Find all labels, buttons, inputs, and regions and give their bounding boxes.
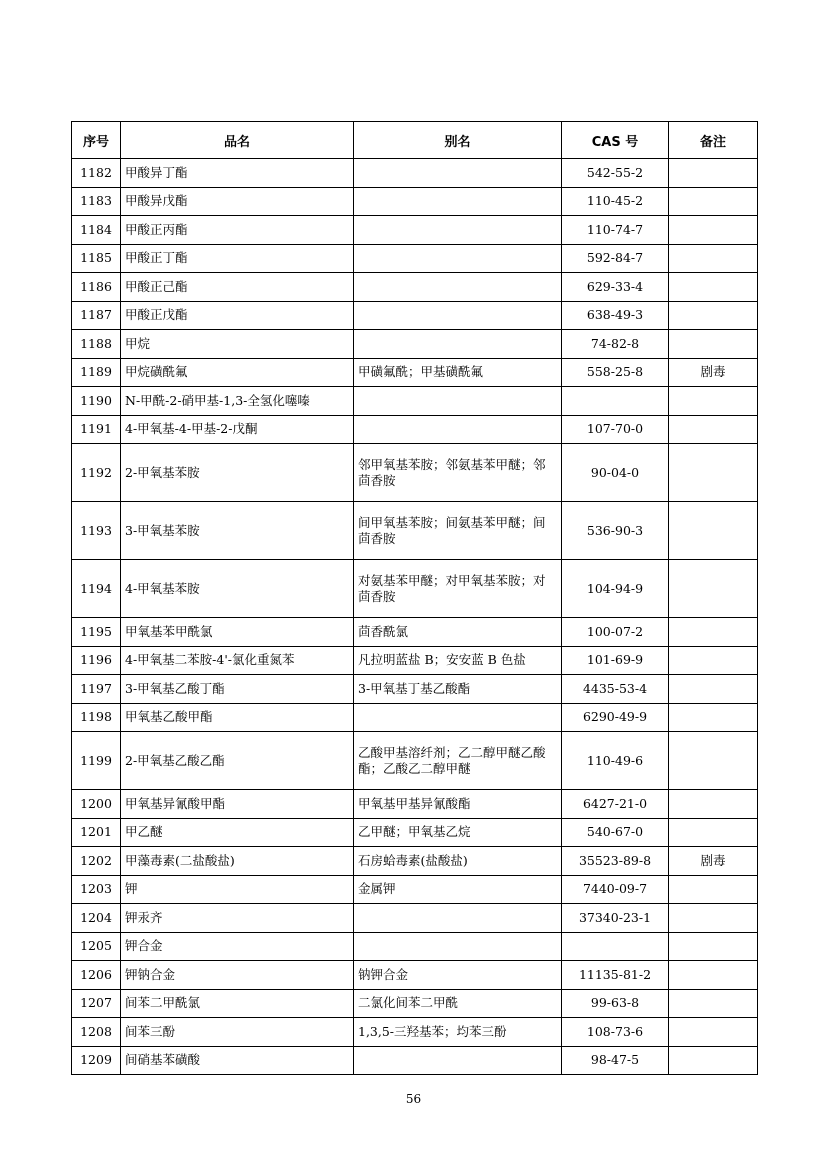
cell-note xyxy=(669,818,758,847)
cell-alias xyxy=(354,932,562,961)
cell-cas: 11135-81-2 xyxy=(562,961,669,990)
cell-alias xyxy=(354,703,562,732)
cell-name: 甲氧基苯甲酰氯 xyxy=(121,618,354,647)
cell-cas: 35523-89-8 xyxy=(562,847,669,876)
cell-name: 4-甲氧基-4-甲基-2-戊酮 xyxy=(121,415,354,444)
table-row xyxy=(72,961,758,990)
cell-alias: 凡拉明蓝盐 B；安安蓝 B 色盐 xyxy=(354,646,562,675)
cell-cas: 7440-09-7 xyxy=(562,875,669,904)
cell-no: 1187 xyxy=(72,301,121,330)
cell-cas: 107-70-0 xyxy=(562,415,669,444)
table-row xyxy=(72,273,758,302)
table-row xyxy=(72,415,758,444)
cell-note xyxy=(669,1018,758,1047)
cell-alias xyxy=(354,1046,562,1075)
table-row xyxy=(72,502,758,560)
cell-no: 1198 xyxy=(72,703,121,732)
cell-cas: 74-82-8 xyxy=(562,330,669,359)
cell-name: 4-甲氧基苯胺 xyxy=(121,560,354,618)
table-row xyxy=(72,932,758,961)
table-row xyxy=(72,703,758,732)
cell-alias: 钠钾合金 xyxy=(354,961,562,990)
cell-alias: 金属钾 xyxy=(354,875,562,904)
cell-no: 1194 xyxy=(72,560,121,618)
cell-alias xyxy=(354,159,562,188)
cell-name: 3-甲氧基乙酸丁酯 xyxy=(121,675,354,704)
table-row xyxy=(72,358,758,387)
table-row xyxy=(72,989,758,1018)
cell-cas: 100-07-2 xyxy=(562,618,669,647)
chemical-table xyxy=(71,121,758,1075)
cell-name: 甲氧基乙酸甲酯 xyxy=(121,703,354,732)
cell-note xyxy=(669,502,758,560)
cell-note xyxy=(669,989,758,1018)
cell-no: 1197 xyxy=(72,675,121,704)
cell-no: 1208 xyxy=(72,1018,121,1047)
cell-alias xyxy=(354,415,562,444)
cell-no: 1192 xyxy=(72,444,121,502)
cell-cas: 592-84-7 xyxy=(562,244,669,273)
cell-note xyxy=(669,1046,758,1075)
cell-alias xyxy=(354,187,562,216)
table-row xyxy=(72,187,758,216)
cell-no: 1202 xyxy=(72,847,121,876)
cell-alias: 甲氧基甲基异氰酸酯 xyxy=(354,790,562,819)
cell-note xyxy=(669,675,758,704)
cell-alias xyxy=(354,273,562,302)
cell-no: 1203 xyxy=(72,875,121,904)
cell-cas: 540-67-0 xyxy=(562,818,669,847)
cell-alias: 二氯化间苯二甲酰 xyxy=(354,989,562,1018)
cell-no: 1196 xyxy=(72,646,121,675)
table-row xyxy=(72,904,758,933)
cell-cas: 37340-23-1 xyxy=(562,904,669,933)
cell-note xyxy=(669,187,758,216)
cell-no: 1207 xyxy=(72,989,121,1018)
table-row xyxy=(72,560,758,618)
cell-no: 1193 xyxy=(72,502,121,560)
cell-alias: 3-甲氧基丁基乙酸酯 xyxy=(354,675,562,704)
table-row xyxy=(72,675,758,704)
table-header-row xyxy=(72,122,758,159)
cell-alias: 石房蛤毒素(盐酸盐) xyxy=(354,847,562,876)
cell-no: 1195 xyxy=(72,618,121,647)
cell-no: 1191 xyxy=(72,415,121,444)
cell-note xyxy=(669,618,758,647)
cell-alias xyxy=(354,387,562,416)
table-row xyxy=(72,818,758,847)
table-row xyxy=(72,618,758,647)
cell-note xyxy=(669,415,758,444)
cell-name: 甲酸异丁酯 xyxy=(121,159,354,188)
cell-name: 钾 xyxy=(121,875,354,904)
cell-cas xyxy=(562,387,669,416)
cell-no: 1183 xyxy=(72,187,121,216)
table-row xyxy=(72,216,758,245)
cell-cas: 6427-21-0 xyxy=(562,790,669,819)
cell-note xyxy=(669,961,758,990)
cell-name: 甲藻毒素(二盐酸盐) xyxy=(121,847,354,876)
cell-alias: 乙甲醚；甲氧基乙烷 xyxy=(354,818,562,847)
cell-alias: 甲磺氟酰；甲基磺酰氟 xyxy=(354,358,562,387)
cell-alias: 乙酸甲基溶纤剂；乙二醇甲醚乙酸酯；乙酸乙二醇甲醚 xyxy=(354,732,562,790)
cell-note xyxy=(669,904,758,933)
cell-note xyxy=(669,273,758,302)
cell-name: 4-甲氧基二苯胺-4'-氯化重氮苯 xyxy=(121,646,354,675)
cell-alias xyxy=(354,216,562,245)
cell-note xyxy=(669,790,758,819)
cell-cas: 542-55-2 xyxy=(562,159,669,188)
cell-cas: 99-63-8 xyxy=(562,989,669,1018)
cell-alias: 邻甲氧基苯胺；邻氨基苯甲醚；邻茴香胺 xyxy=(354,444,562,502)
cell-name: N-甲酰-2-硝甲基-1,3-全氢化噻嗪 xyxy=(121,387,354,416)
cell-name: 甲酸正戊酯 xyxy=(121,301,354,330)
table-row xyxy=(72,301,758,330)
cell-no: 1205 xyxy=(72,932,121,961)
cell-name: 间苯三酚 xyxy=(121,1018,354,1047)
table-row xyxy=(72,159,758,188)
table-row xyxy=(72,330,758,359)
table-row xyxy=(72,1046,758,1075)
header-cas: CAS 号 xyxy=(562,122,669,159)
cell-name: 甲酸正丙酯 xyxy=(121,216,354,245)
cell-note xyxy=(669,301,758,330)
cell-note xyxy=(669,216,758,245)
cell-note xyxy=(669,159,758,188)
cell-note xyxy=(669,932,758,961)
cell-cas: 6290-49-9 xyxy=(562,703,669,732)
cell-note xyxy=(669,330,758,359)
cell-note xyxy=(669,560,758,618)
cell-note xyxy=(669,703,758,732)
cell-no: 1206 xyxy=(72,961,121,990)
cell-name: 甲烷 xyxy=(121,330,354,359)
cell-alias: 1,3,5-三羟基苯；均苯三酚 xyxy=(354,1018,562,1047)
cell-no: 1188 xyxy=(72,330,121,359)
cell-alias: 对氨基苯甲醚；对甲氧基苯胺；对茴香胺 xyxy=(354,560,562,618)
cell-alias xyxy=(354,301,562,330)
table-row xyxy=(72,732,758,790)
cell-cas: 101-69-9 xyxy=(562,646,669,675)
cell-cas: 629-33-4 xyxy=(562,273,669,302)
table-body xyxy=(72,159,758,1075)
cell-name: 甲烷磺酰氟 xyxy=(121,358,354,387)
cell-alias xyxy=(354,904,562,933)
cell-note xyxy=(669,387,758,416)
cell-cas: 108-73-6 xyxy=(562,1018,669,1047)
cell-no: 1182 xyxy=(72,159,121,188)
table-row xyxy=(72,387,758,416)
cell-name: 间苯二甲酰氯 xyxy=(121,989,354,1018)
table-row xyxy=(72,790,758,819)
cell-cas: 638-49-3 xyxy=(562,301,669,330)
cell-cas: 104-94-9 xyxy=(562,560,669,618)
cell-no: 1190 xyxy=(72,387,121,416)
cell-name: 甲酸正己酯 xyxy=(121,273,354,302)
cell-name: 钾钠合金 xyxy=(121,961,354,990)
table-row xyxy=(72,875,758,904)
cell-no: 1201 xyxy=(72,818,121,847)
cell-alias xyxy=(354,244,562,273)
cell-alias: 茴香酰氯 xyxy=(354,618,562,647)
cell-note xyxy=(669,444,758,502)
cell-note: 剧毒 xyxy=(669,358,758,387)
header-name: 品名 xyxy=(121,122,354,159)
cell-no: 1204 xyxy=(72,904,121,933)
cell-name: 甲氧基异氰酸甲酯 xyxy=(121,790,354,819)
header-note: 备注 xyxy=(669,122,758,159)
cell-cas: 558-25-8 xyxy=(562,358,669,387)
page-number: 56 xyxy=(405,1092,422,1106)
cell-no: 1185 xyxy=(72,244,121,273)
cell-cas: 90-04-0 xyxy=(562,444,669,502)
table-row xyxy=(72,1018,758,1047)
cell-cas: 98-47-5 xyxy=(562,1046,669,1075)
cell-cas: 110-49-6 xyxy=(562,732,669,790)
cell-name: 甲酸异戊酯 xyxy=(121,187,354,216)
header-alias: 别名 xyxy=(354,122,562,159)
cell-cas: 536-90-3 xyxy=(562,502,669,560)
cell-no: 1184 xyxy=(72,216,121,245)
cell-note xyxy=(669,732,758,790)
cell-name: 2-甲氧基苯胺 xyxy=(121,444,354,502)
table-row xyxy=(72,244,758,273)
header-no: 序号 xyxy=(72,122,121,159)
cell-no: 1189 xyxy=(72,358,121,387)
cell-name: 钾合金 xyxy=(121,932,354,961)
cell-name: 3-甲氧基苯胺 xyxy=(121,502,354,560)
cell-cas: 110-74-7 xyxy=(562,216,669,245)
cell-name: 间硝基苯磺酸 xyxy=(121,1046,354,1075)
cell-name: 甲乙醚 xyxy=(121,818,354,847)
table-row xyxy=(72,444,758,502)
cell-name: 2-甲氧基乙酸乙酯 xyxy=(121,732,354,790)
cell-name: 甲酸正丁酯 xyxy=(121,244,354,273)
cell-name: 钾汞齐 xyxy=(121,904,354,933)
cell-alias xyxy=(354,330,562,359)
table-row xyxy=(72,646,758,675)
cell-alias: 间甲氧基苯胺；间氨基苯甲醚；间茴香胺 xyxy=(354,502,562,560)
cell-note: 剧毒 xyxy=(669,847,758,876)
table-row xyxy=(72,847,758,876)
cell-no: 1199 xyxy=(72,732,121,790)
cell-note xyxy=(669,244,758,273)
cell-no: 1209 xyxy=(72,1046,121,1075)
cell-no: 1186 xyxy=(72,273,121,302)
cell-note xyxy=(669,875,758,904)
cell-cas: 4435-53-4 xyxy=(562,675,669,704)
cell-note xyxy=(669,646,758,675)
cell-no: 1200 xyxy=(72,790,121,819)
cell-cas: 110-45-2 xyxy=(562,187,669,216)
cell-cas xyxy=(562,932,669,961)
